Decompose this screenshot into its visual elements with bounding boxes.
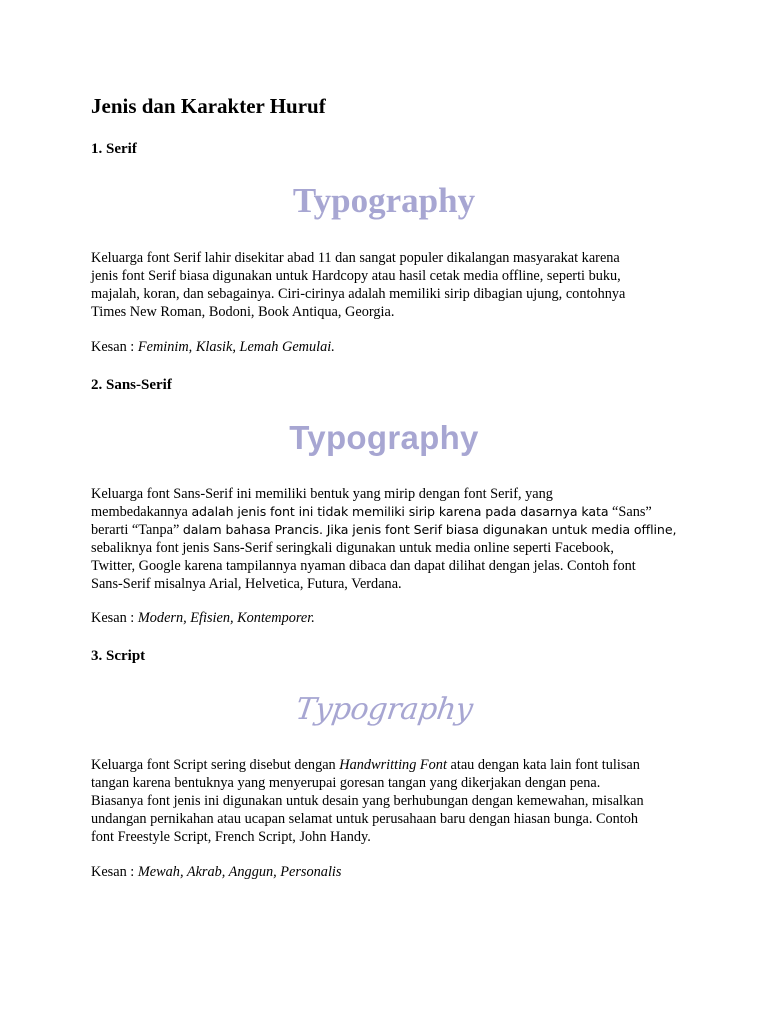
serif-kesan bbox=[91, 338, 335, 356]
sans-serif-description-line: sebaliknya font jenis Sans-Serif seringkali digunakan untuk media online seperti Facebook, bbox=[91, 540, 614, 556]
sans-serif-description-line: berarti “Tanpa” bbox=[91, 522, 183, 538]
serif-description-line: majalah, koran, dan sebagainya. Ciri-cirinya adalah memiliki sirip dibagian ujung, contohnya bbox=[91, 286, 626, 302]
script-description-line: tangan karena bentuknya yang menyerupai goresan tangan yang dikerjakan dengan pena. bbox=[91, 775, 601, 791]
sans-serif-description-line: “Sans” bbox=[608, 504, 652, 520]
sans-serif-typography-sample: Typography bbox=[289, 419, 479, 456]
sans-serif-description-line: dalam bahasa Prancis. Jika jenis font Serif biasa digunakan untuk media offline, bbox=[182, 522, 677, 537]
kesan-value: Mewah, Akrab, Anggun, Personalis bbox=[137, 864, 342, 880]
kesan-label: Kesan : bbox=[91, 339, 138, 355]
serif-typography-sample: Typography bbox=[292, 181, 476, 220]
kesan-label: Kesan : bbox=[91, 864, 138, 880]
script-kesan bbox=[91, 863, 341, 881]
sans-serif-kesan bbox=[91, 609, 315, 627]
serif-description-line: Keluarga font Serif lahir disekitar abad 11 dan sangat populer dikalangan masyarakat karena bbox=[91, 250, 620, 266]
script-description-line: Keluarga font Script sering disebut dengan bbox=[91, 757, 340, 773]
script-typography-sample: Typography bbox=[293, 692, 475, 727]
section-heading-sans-serif: 2. Sans-Serif bbox=[91, 377, 172, 393]
script-description-line: undangan pernikahan atau ucapan selamat untuk perusahaan baru dengan hiasan bunga. Contoh bbox=[91, 811, 639, 827]
sans-serif-description-line: Sans-Serif misalnya Arial, Helvetica, Futura, Verdana. bbox=[91, 576, 402, 592]
script-description-line: font Freestyle Script, French Script, John Handy. bbox=[91, 829, 371, 845]
serif-description bbox=[91, 249, 683, 321]
sans-serif-description-line: Twitter, Google karena tampilannya nyaman dibaca dan dapat dilihat dengan jelas. Contoh font bbox=[91, 558, 636, 574]
kesan-value: Feminim, Klasik, Lemah Gemulai. bbox=[137, 339, 335, 355]
script-description-line: Biasanya font jenis ini digunakan untuk desain yang berhubungan dengan kemewahan, misalkan bbox=[91, 793, 644, 809]
page-title: Jenis dan Karakter Huruf bbox=[91, 94, 326, 118]
sans-serif-description-line: membedakannya bbox=[91, 504, 192, 520]
kesan-label: Kesan : bbox=[91, 610, 138, 626]
handwritting-font-term: Handwritting Font bbox=[339, 757, 447, 773]
section-heading-serif: 1. Serif bbox=[91, 141, 137, 157]
serif-description-line: Times New Roman, Bodoni, Book Antiqua, Georgia. bbox=[91, 304, 395, 320]
sans-serif-description-line: Keluarga font Sans-Serif ini memiliki bentuk yang mirip dengan font Serif, yang bbox=[91, 486, 553, 502]
script-description bbox=[91, 756, 683, 846]
script-description-line: atau dengan kata lain font tulisan bbox=[446, 757, 640, 773]
sans-serif-description-line: adalah jenis font ini tidak memiliki sirip karena pada dasarnya kata bbox=[191, 504, 609, 519]
section-heading-script: 3. Script bbox=[91, 648, 146, 664]
kesan-value: Modern, Efisien, Kontemporer. bbox=[137, 610, 315, 626]
sans-serif-description bbox=[91, 485, 683, 593]
serif-description-line: jenis font Serif biasa digunakan untuk Hardcopy atau hasil cetak media offline, seperti buku, bbox=[91, 268, 621, 284]
